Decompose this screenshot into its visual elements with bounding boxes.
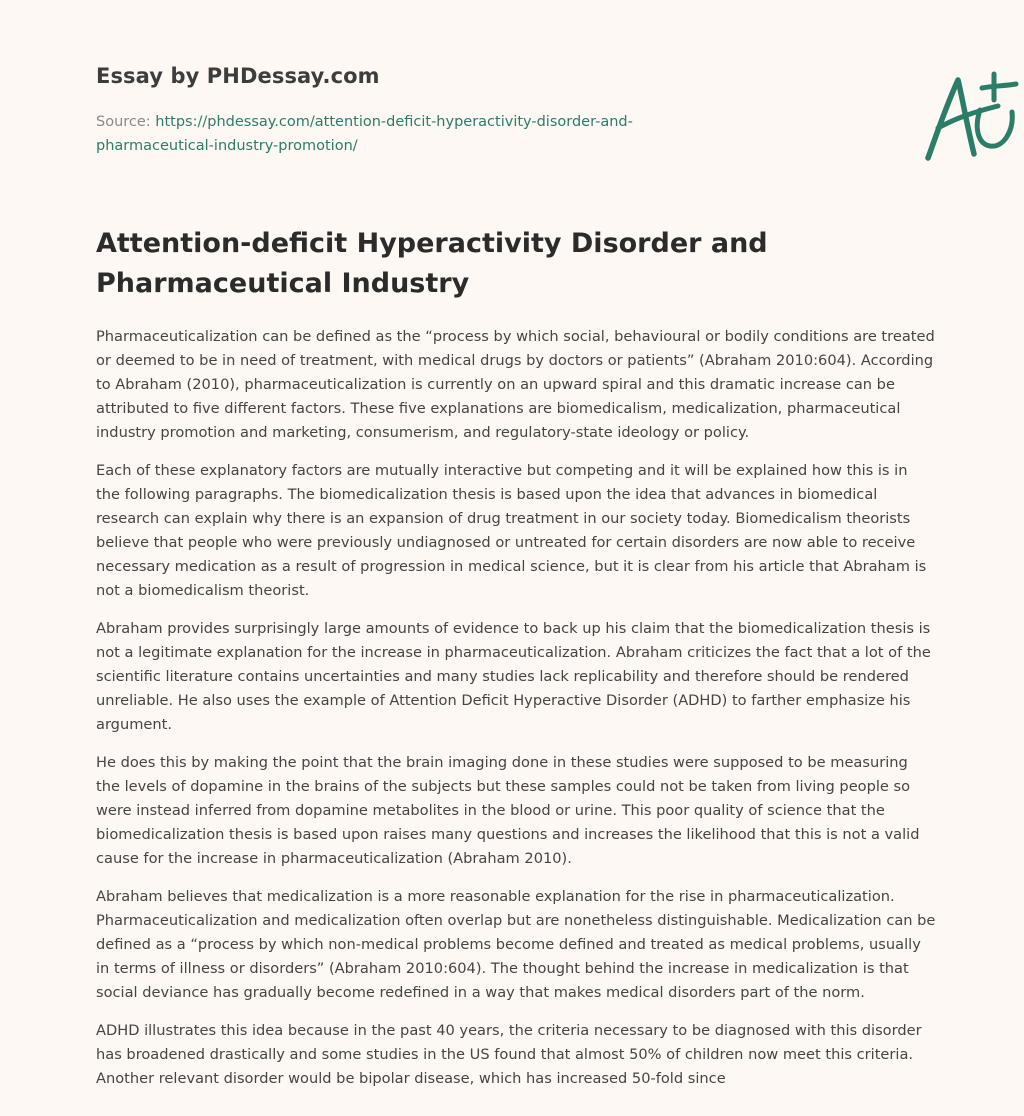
paragraph: Abraham believes that medicalization is a more reasonable explanation for the rise in pharmaceuticalization. Pharmaceuticalization and medicalization often overlap but are nonetheless distinguishable. Medicalization can be defined as a “process by which non-medical problems become defined and treated as medical problems, usually in terms of illness or disorders” (Abraham 2010:604). The thought behind the increase in medicalization is that social deviance has gradually become redefined in a way that makes medical disorders part of the norm.	[96, 888, 936, 1001]
paragraph: Pharmaceuticalization can be defined as the “process by which social, behavioural or bodily conditions are treated or deemed to be in need of treatment, with medical drugs by doctors or patients” (Abraham 2010:604). According to Abraham (2010), pharmaceuticalization is currently on an upward spiral and this dramatic increase can be attributed to five different factors. These five explanations are biomedicalism, medicalization, pharmaceutical industry promotion and marketing, consumerism, and regulatory-state ideology or policy.	[96, 328, 935, 441]
paragraph: ADHD illustrates this idea because in the past 40 years, the criteria necessary to be diagnosed with this disorder has broadened drastically and some studies in the US found that almost 50% of children now meet this criteria. Another relevant disorder would be bipolar disease, which has increased 50-fold since	[96, 1022, 922, 1087]
source-link[interactable]: https://phdessay.com/attention-deficit-hyperactivity-disorder-and-pharmaceutical-industry-promotion/	[96, 114, 633, 154]
essay-body	[96, 325, 936, 1105]
paragraph: Abraham provides surprisingly large amounts of evidence to back up his claim that the biomedicalization thesis is not a legitimate explanation for the increase in pharmaceuticalization. Abraham criticizes the fact that a lot of the scientific literature contains uncertainties and many studies lack replicability and therefore should be rendered unreliable. He also uses the example of Attention Deficit Hyperactive Disorder (ADHD) to farther emphasize his argument.	[96, 620, 931, 733]
source-line	[96, 110, 696, 158]
a-plus-grade-icon	[916, 66, 1020, 166]
paragraph: He does this by making the point that the brain imaging done in these studies were supposed to be measuring the levels of dopamine in the brains of the subjects but these samples could not be taken from living people so were instead inferred from dopamine metabolites in the blood or urine. This poor quality of science that the biomedicalization thesis is based upon raises many questions and increases the likelihood that this is not a valid cause for the increase in pharmaceuticalization (Abraham 2010).	[96, 754, 920, 867]
paragraph: Each of these explanatory factors are mutually interactive but competing and it will be explained how this is in the following paragraphs. The biomedicalization thesis is based upon the idea that advances in biomedical research can explain why there is an expansion of drug treatment in our society today. Biomedicalism theorists believe that people who were previously undiagnosed or untreated for certain disorders are now able to receive necessary medication as a result of progression in medical science, but it is clear from his article that Abraham is not a biomedicalism theorist.	[96, 462, 927, 599]
essay-title: Attention-deficit Hyperactivity Disorder and Pharmaceutical Industry	[96, 228, 768, 299]
site-brand: Essay by PHDessay.com	[96, 64, 380, 88]
source-label: Source:	[96, 114, 151, 130]
